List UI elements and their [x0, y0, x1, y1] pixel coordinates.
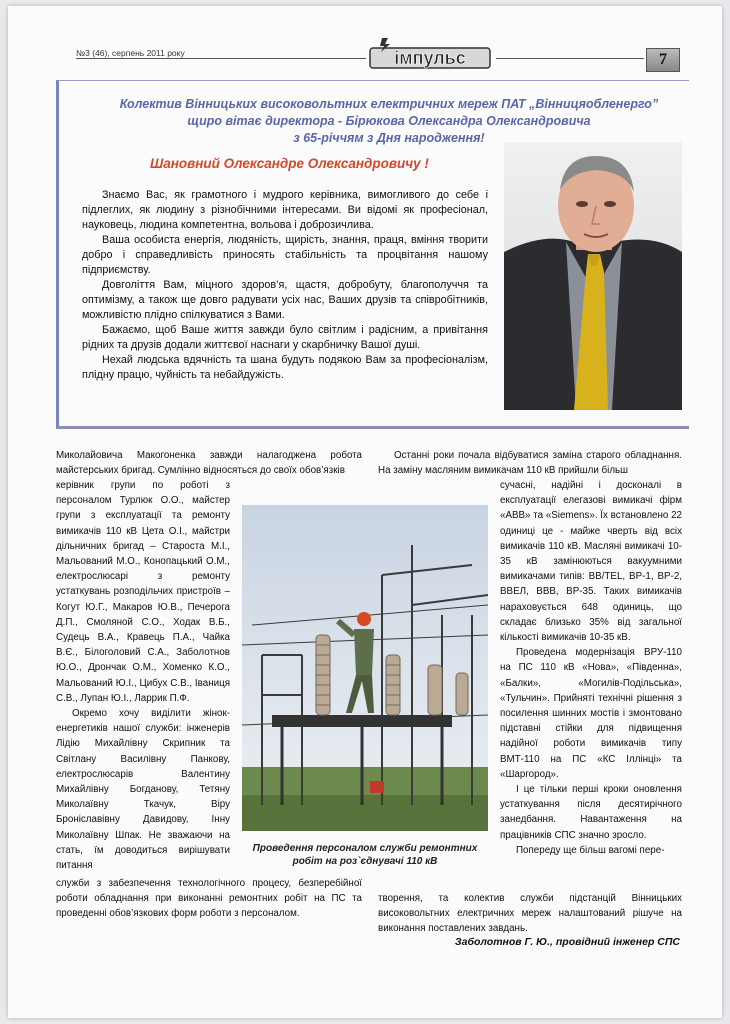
article-paragraph: Окремо хочу виділити жінок-енергетиків нашої служби: інженерів Лідію Михайлівну Скрипник та Світлану Василівну Панкову, електрослюсарів Валентину Михайлівну Богданову, Тетяну Миколаївну Ткачук, Віру Броніславівну Давидову, Інну Миколаївну Шпак. Не зважаючи на стать, їм доводиться вирішувати питання: [56, 708, 230, 872]
greeting-heading-line: щиро вітає директора - Бірюкова Олександра Олександровича: [187, 114, 591, 128]
greeting-paragraph: Знаємо Вас, як грамотного і мудрого керівника, вимогливого до себе і підлеглих, як людину з різнобічними інтересами. Ви відомі як професіонал, науковець, людина компетентна, вольова і доброзичлива.: [82, 189, 488, 231]
article-right-top: [378, 448, 682, 478]
svg-text:імпульс: імпульс: [394, 48, 466, 68]
article-paragraph: творення, та колектив служби підстанцій Вінницьких високовольтних електричних мереж налаштований рішуче на виконання поставлених завдань.: [378, 893, 682, 935]
header-rule-left: [76, 58, 366, 59]
article-left-narrow: [56, 478, 230, 873]
article-right-narrow: [500, 478, 682, 858]
article-right-bottom: [378, 891, 682, 937]
article-left-bottom: [56, 876, 362, 922]
substation-photo: [242, 505, 488, 831]
article-paragraph: Останні роки почала відбуватися заміна старого обладнання. На заміну масляним вимикачам 110 кВ прийшли більш: [378, 450, 682, 477]
salutation: Шановний Олександре Олександровичу !: [150, 156, 429, 171]
article-paragraph: Миколайовича Макогоненка завжди налагоджена робота майстерських бригад. Сумлінно відносяться до своїх обов’язків: [56, 450, 362, 477]
page-number: 7: [646, 48, 680, 72]
article-left-top: [56, 448, 362, 478]
greeting-body: [82, 188, 488, 383]
article-paragraph: Проведена модернізація ВРУ-110 на ПС 110 кВ «Нова», «Південна», «Балки», «Могилів-Подільська», «Тульчин». Прийняті технічні рішення з посилення шинних мостів і змонтовано підставні стійки для підвищення надійної роботи вимикачів типу ВМТ-110 на ПС «КС Іллінці» та «Шаргород».: [500, 647, 682, 780]
director-portrait: [504, 142, 682, 410]
greeting-paragraph: Бажаємо, щоб Ваше життя завжди було світлим і радісним, а привітання рідних та друзів додали життєвої наснаги у скарбничку Вашої душі.: [82, 324, 488, 351]
article-paragraph: служби з забезпечення технологічного процесу, безперебійної роботи обладнання при виконанні ремонтних робіт на ПС та проведенні обов’язкових форм роботи з персоналом.: [56, 878, 362, 920]
greeting-heading: [96, 96, 682, 147]
issue-label: №3 (46), серпень 2011 року: [76, 48, 185, 58]
article-author: Заболотнов Г. Ю., провідний інженер СПС: [454, 936, 680, 948]
greeting-heading-line: з 65-річчям з Дня народження!: [293, 131, 485, 145]
greeting-paragraph: Ваша особиста енергія, людяність, щирість, знання, праця, вміння творити добро і справедливість приносять стабільність та процвітання нашому підприємству.: [82, 234, 488, 276]
article-paragraph: сучасні, надійні і досконалі в експлуатації елегазові вимикачі фірм «ABB» та «Siemens». Їх встановлено 22 одиниці це - майже чверть від всіх вимикачів 110 кВ. Масляні вимикачі 10-35 кВ замінюються вакуумними вимикачами типів: BB/TEL, BP-1, BP-2, BBEЛ, BBB, BP-35. Таких вимикачів нараховується 648 одиниць, що складає близько 35% від загальної кількості вимикачів 10-35 кВ.: [500, 480, 682, 644]
article-paragraph: І це тільки перші кроки оновлення устаткування після десятирічного занедбання. Навантаження на працівників СПС значно зросло.: [500, 784, 682, 841]
greeting-heading-line: Колектив Вінницьких високовольтних електричних мереж ПАТ „Вінницяобленерго”: [119, 97, 659, 111]
header-rule-right: [496, 58, 644, 59]
article-paragraph: керівник групи по роботі з персоналом Турлюк О.О., майстер групи з експлуатації та ремонту вимикачів 110 кВ Цета О.І., майстри дільничних бригад – Староста М.І., Мальований М.О., Конопацький О.М., електрослюсарі з ремонту устаткувань розподільчих пристроїв – Когут Ю.Г., Макаров Ю.В., Печерога Д.П., Смоляной С.О., Ходак В.Б., Судець В.А., Кравець П.А., Чайка В.Є., Білоголовий С.А., Заболотнов Ю.О., Дрончак О.М., Хоменко К.О., Мальований Ю.І., Цибух С.В., Іваниця С.В., Лупан Ю.І., Ларрик П.Ф.: [56, 480, 230, 704]
magazine-logo: [368, 34, 494, 72]
greeting-paragraph: Нехай людська вдячність та шана будуть подякою Вам за професіоналізм, плідну працю, чуйність та небайдужість.: [82, 354, 488, 381]
article-paragraph: Попереду ще більш вагомі пере-: [516, 844, 665, 856]
greeting-paragraph: Довголіття Вам, міцного здоров’я, щастя, добробуту, благополуччя та оптимізму, а також ще довго радувати усіх нас, Ваших друзів та співробітників, можливістю плідно спілкуватися з Вами.: [82, 279, 488, 321]
photo-caption: Проведення персоналом служби ремонтних робіт на роз`єднувачі 110 кВ: [252, 843, 478, 867]
